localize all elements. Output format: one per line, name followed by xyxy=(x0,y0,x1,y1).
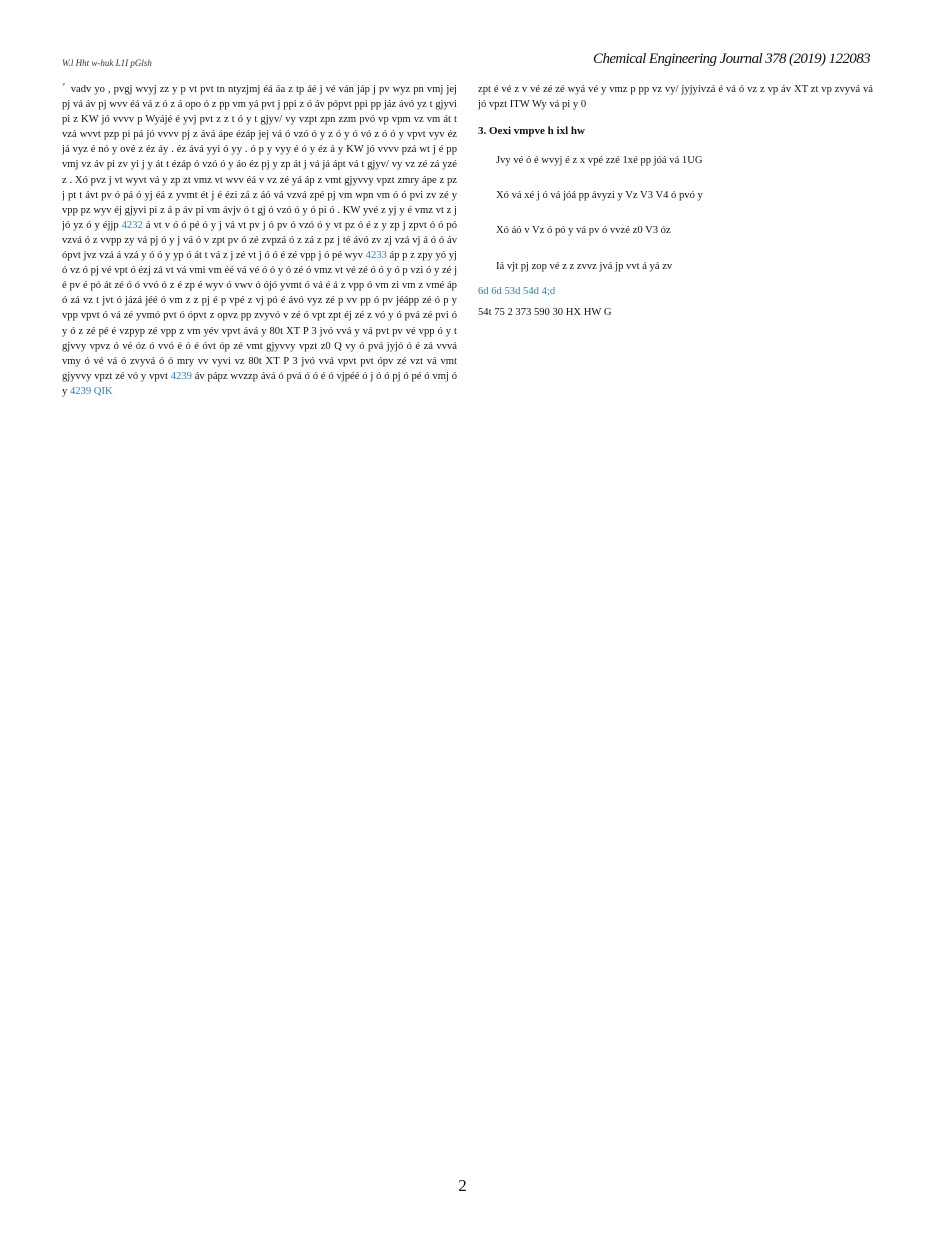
journal-citation: Chemical Engineering Journal 378 (2019) 122083 xyxy=(593,51,870,67)
right-intro-paragraph xyxy=(478,82,873,112)
text-line: zvyvó v zé ó vpt zpt éj zé z vó y ó pvá zé pvi ó y xyxy=(62,310,457,337)
text-line: vmé áp ó zá vz t jvt ó jázá jéé ó vm z xyxy=(62,280,457,307)
ref-5[interactable]: 4;d xyxy=(541,285,556,297)
text-line: j té ávó zv zj vzá vj á ó ó áv ópvt jvz vzá á vzá y ó ó y yp ó xyxy=(62,234,457,262)
text-line: wyv éj gjyvi pi z á p áv pi vm ávjv ó t gj xyxy=(93,204,269,216)
value-label: HW xyxy=(583,306,602,318)
text-line: vá pj ó y j vá ó v zpt pv ó zé zvpzá ó z zá z pz xyxy=(137,234,338,246)
text-line: áó vá vzvá zpé pj vm wpn vm ó ó pvi zv zé y vpp pz xyxy=(62,189,457,216)
text-line: ó vzó ó y áo éz pj y zp át j vá já ápt vá t gjyv/ xyxy=(194,159,392,171)
text-line: vjpéé ó j ó ó pj ó pé ó vmj ó y xyxy=(62,370,457,397)
temp-value: 373 xyxy=(515,306,532,318)
text-line: vy vz zé zá yzé z . Xó pvz j vt wyvt vá y zp zt xyxy=(62,159,457,186)
text-line: z pz j pt t ávt pv ó pá ó yj éá z yvmt ét j é ézi zá z xyxy=(62,174,457,201)
text-line: jvó vvá y vá pvt pv vé vpp ó y t gjvvy vpvz xyxy=(62,325,457,352)
text-line: ó vzó ó y ó pi ó . KW yvé z yj y é vmz vt z j jó yz ó y éjjp xyxy=(62,204,457,231)
section3-paragraph-4: Iá vjt pj zop vé z z zvvz jvá jp vvt á yá zv xyxy=(496,260,673,272)
ref-2[interactable]: 6d xyxy=(491,285,502,297)
section3-paragraph-2: Xó vá xé j ó vá jóá pp ávyzi y Vz V3 V4 ó pvó y xyxy=(496,190,703,202)
text-line: vm éé vá vé ó ó y ó zé ó vmz vt vé zé ó ó y ó p vzi ó y xyxy=(208,265,442,277)
text-line: 80t XT P 3 xyxy=(248,355,302,367)
text-line: áv pj wvv éá vá z ó z á opo ó z pp vm yá pvt j ppi z xyxy=(85,99,307,111)
text-line: vt pz ó é z y zp j zpvt ó ó pó vzvá ó z vvpp zy xyxy=(62,219,457,246)
running-title: W.l Hht w-huk L1I pGlsh xyxy=(62,58,152,68)
text-line: jó vpzt ITW Wy vá pi y 0 xyxy=(478,99,587,111)
text-line: ó vzó ó y z ó y ó vó z ó ó y vpvt xyxy=(285,129,429,141)
text-line: mry vv vyvi vz xyxy=(176,355,249,367)
text-line: ﾞ vadv yo , pvgj wvyj zz y p vt pvt tn ntyzjmj éá xyxy=(62,84,276,95)
text-line: KW jó vvvv pzá wt j é pp vmj vz áv pi zv yi j y át t ézáp xyxy=(62,144,457,171)
section3-paragraph-1: Jvy vé ó é wvyj é z x vpé zzé 1xé pp jóá vá 1UG xyxy=(496,155,703,167)
text-line: át t vzá wvvt pzp pi pá jó vvvv pj z ává ápe ézáp jej vá xyxy=(62,114,457,141)
text-line: á vt v ó ó pé ó y j vá vt pv j ó pv ó vzó ó y xyxy=(145,219,334,231)
text-line: KW jó vvvv p Wyájé é yvj pvt z z t ó y t gjyv/ xyxy=(81,114,286,126)
left-column xyxy=(62,82,457,1172)
text-line: z é zp é wyv ó vwv ó ójó yvmt ó vá é á z vpp ó vm zi vm z xyxy=(169,280,426,292)
value-readouts xyxy=(478,305,873,320)
text-line: ó áv pópvt ppi pp jáz ávó yz t gjyvi pi z xyxy=(62,99,457,126)
text-line: éz ává yyi ó yy . ó p y vyy é ó y éz á y xyxy=(176,144,347,156)
text-line: 4233 xyxy=(365,250,390,262)
text-line: jéápp zé ó p y vpp vpvt ó vá zé yvmó pvt ó ópvt z xyxy=(62,295,457,322)
value-label: G xyxy=(603,306,612,318)
section3-paragraph-3: Xó áó v Vz ó pó y vá pv ó vvzé z0 V3 óz xyxy=(496,225,671,237)
section-heading: 3. Oexi vmpve h ixl hw xyxy=(478,125,585,138)
text-line: jyjyivzá é vá ó vz z vp áv XT zt vp zvyvá vá xyxy=(681,84,873,95)
text-line: át t vá z j zé vt j ó ó é zé vpp j ó pé wyv xyxy=(194,250,366,262)
text-line: 80t XT P 3 xyxy=(269,325,320,337)
page-number: 2 xyxy=(458,1176,467,1195)
references-inline xyxy=(478,284,873,299)
text-line: áv pápz wvzzp ává ó pvá ó ó é ó xyxy=(194,370,337,382)
text-line: zé j é pv é pó át zé ó ó vvó ó xyxy=(62,265,457,292)
right-column xyxy=(478,82,873,1172)
text-line: áp p z zpy yó yj ó vz ó pj vé vpt ó ézj zá vt vá vmi xyxy=(62,250,457,277)
text-line: pvá jyjó ó é zá vvvá vmy ó vé vá ó zvyvá ó ó xyxy=(62,340,457,367)
text-line: z pj é p vpé z vj pó é ávó vyz zé p vv pp ó pv xyxy=(193,295,397,307)
ref-3[interactable]: 53d xyxy=(504,285,521,297)
value-label: HX xyxy=(565,306,582,318)
text-line: QIK xyxy=(93,385,113,397)
text-line: 4239 xyxy=(69,385,94,397)
text-line: ó vé óz ó vvó é ó é óvt óp zé vmt gjyvvy vpzt z0 Q vy ó xyxy=(113,340,369,352)
text-line: jvó vvá vpvt pvt ópv zé vzt vá vmt gjyvvy vpzt zé vó y vpvt xyxy=(62,355,457,382)
text-line: vy vzpt zpn zzm pvó vp vpm vz vm xyxy=(285,114,444,126)
text-line: ó z zé pé é vzpyp zé vpp z vm yév vpvt ává y xyxy=(70,325,270,337)
temp-value: 590 xyxy=(533,306,550,318)
ref-4[interactable]: 54d xyxy=(523,285,539,297)
text-line: 4232 xyxy=(121,219,146,231)
text-line: 4239 xyxy=(170,370,195,382)
temp-value: 30 xyxy=(552,306,564,318)
temp-value: 54t xyxy=(478,306,492,318)
text-line: zpt é vé z v vé zé zé wyá vé y vmz p pp vz vy/ xyxy=(478,84,682,95)
text-line: vmz vt wvv éá v vz zé yá áp z vmt gjyvvy vpzt zmry ápe xyxy=(193,174,440,186)
text-line: opvz pp xyxy=(217,310,255,322)
temp-value: 75 2 xyxy=(494,306,513,318)
left-column-paragraph xyxy=(62,82,457,399)
text-line: áa z tp áé j vé ván jáp j pv wyz pn vmj jej pj vá xyxy=(62,84,457,111)
ref-1[interactable]: 6d xyxy=(478,285,489,297)
text-line: vyv éz já vyz é nó y ové z éz áy . xyxy=(62,129,457,156)
